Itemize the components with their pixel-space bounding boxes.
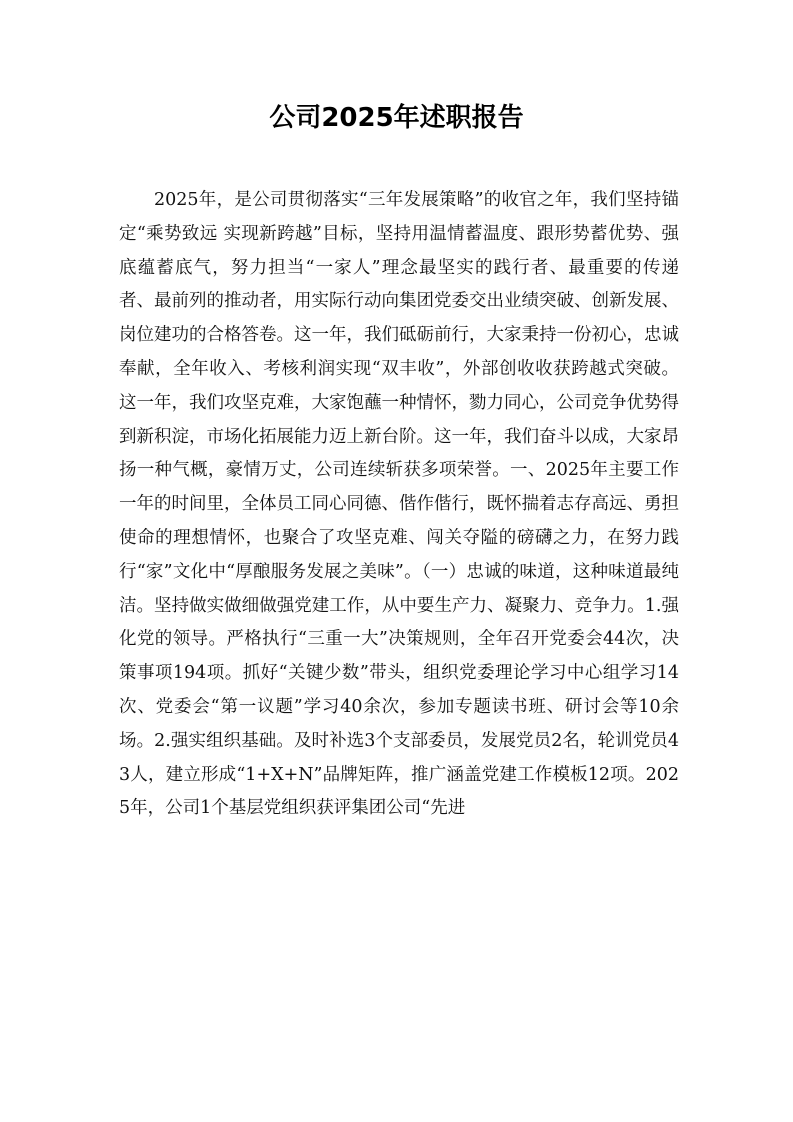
- body-paragraph: 2025年，是公司贯彻落实“三年发展策略”的收官之年，我们坚持锚定“乘势致远 实现新跨越”目标，坚持用温情蓄温度、跟形势蓄优势、强底蕴蓄底气，努力担当“一家人”理念最坚实的践行者、最重要的传递者、最前列的推动者，用实际行动向集团党委交出业绩突破、创新发展、岗位建功的合格答卷。这一年，我们砥砺前行，大家秉持一份初心，忠诚奉献，全年收入、考核利润实现“双丰收”，外部创收收获跨越式突破。这一年，我们攻坚克难，大家饱蘸一种情怀，勠力同心，公司竞争优势得到新积淀，市场化拓展能力迈上新台阶。这一年，我们奋斗以成，大家昂扬一种气概，豪情万丈，公司连续斩获多项荣誉。一、2025年主要工作一年的时间里，全体员工同心同德、偕作偕行，既怀揣着志存高远、勇担使命的理想情怀，也聚合了攻坚克难、闯关夺隘的磅礴之力，在努力践行“家”文化中“厚酿服务发展之美味”。（一）忠诚的味道，这种味道最纯洁。坚持做实做细做强党建工作，从中要生产力、凝聚力、竞争力。1.强化党的领导。严格执行“三重一大”决策规则，全年召开党委会44次，决策事项194项。抓好“关键少数”带头，组织党委理论学习中心组学习14次、党委会“第一议题”学习40余次，参加专题读书班、研讨会等10余场。2.强实组织基础。及时补选3个支部委员，发展党员2名，轮训党员43人，建立形成“1+X+N”品牌矩阵，推广涵盖党建工作模板12项。2025年，公司1个基层党组织获评集团公司“先进: [119, 190, 679, 819]
- document-title: 公司2025年述职报告: [269, 103, 524, 133]
